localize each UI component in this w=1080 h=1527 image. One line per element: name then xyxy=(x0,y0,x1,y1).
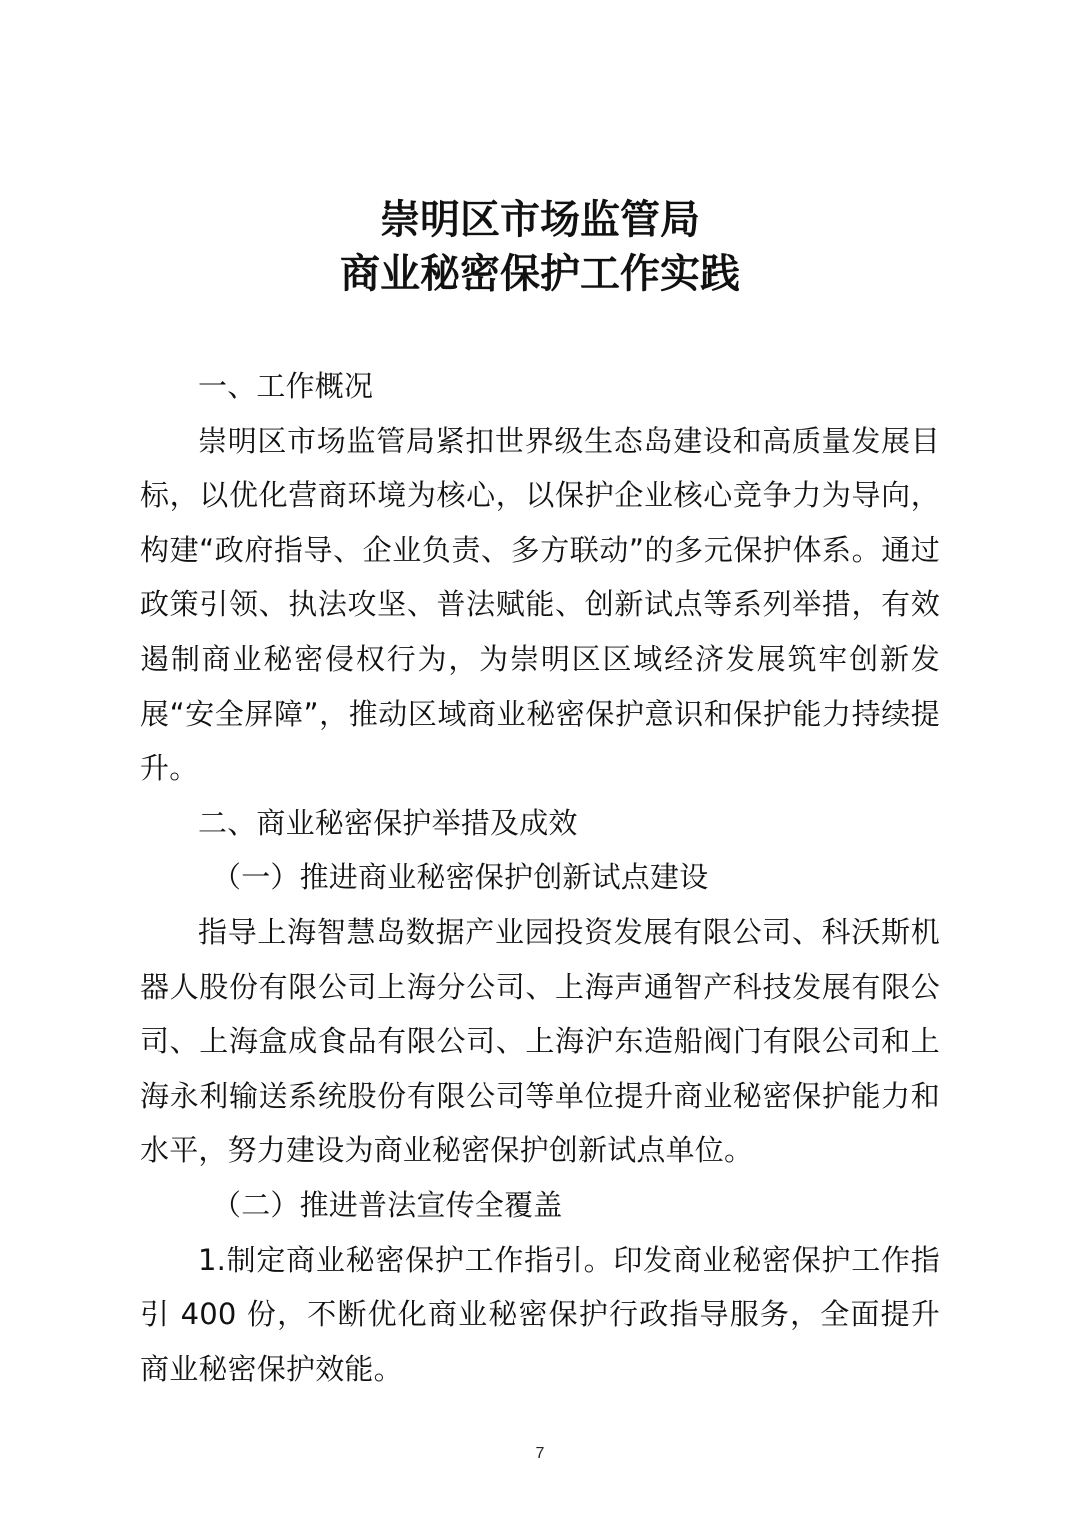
paragraph-work-guideline: 1.制定商业秘密保护工作指引。印发商业秘密保护工作指引 400 份，不断优化商业秘密保护行政指导服务，全面提升商业秘密保护效能。 xyxy=(140,1242,940,1386)
document-title-line-2: 商业秘密保护工作实践 xyxy=(340,250,740,297)
document-body xyxy=(140,359,940,1396)
page-number: 7 xyxy=(535,1445,545,1462)
paragraph-overview: 崇明区市场监管局紧扣世界级生态岛建设和高质量发展目标，以优化营商环境为核心，以保护企业核心竞争力为导向，构建“政府指导、企业负责、多方联动”的多元保护体系。通过政策引领、执法攻坚、普法赋能、创新试点等系列举措，有效遏制商业秘密侵权行为，为崇明区区域经济发展筑牢创新发展“安全屏障”，推动区域商业秘密保护意识和保护能力持续提升。 xyxy=(140,423,940,786)
subheading-pilot-construction: （一）推进商业秘密保护创新试点建设 xyxy=(212,860,709,895)
document-title-line-1: 崇明区市场监管局 xyxy=(380,196,700,243)
section-heading-overview: 一、工作概况 xyxy=(198,369,374,403)
section-heading-measures: 二、商业秘密保护举措及成效 xyxy=(198,805,578,840)
subheading-legal-publicity: （二）推进普法宣传全覆盖 xyxy=(212,1187,563,1222)
paragraph-pilot-construction: 指导上海智慧岛数据产业园投资发展有限公司、科沃斯机器人股份有限公司上海分公司、上海声通智产科技发展有限公司、上海盒成食品有限公司、上海沪东造船阀门有限公司和上海永利输送系统股份有限公司等单位提升商业秘密保护能力和水平，努力建设为商业秘密保护创新试点单位。 xyxy=(140,914,940,1168)
